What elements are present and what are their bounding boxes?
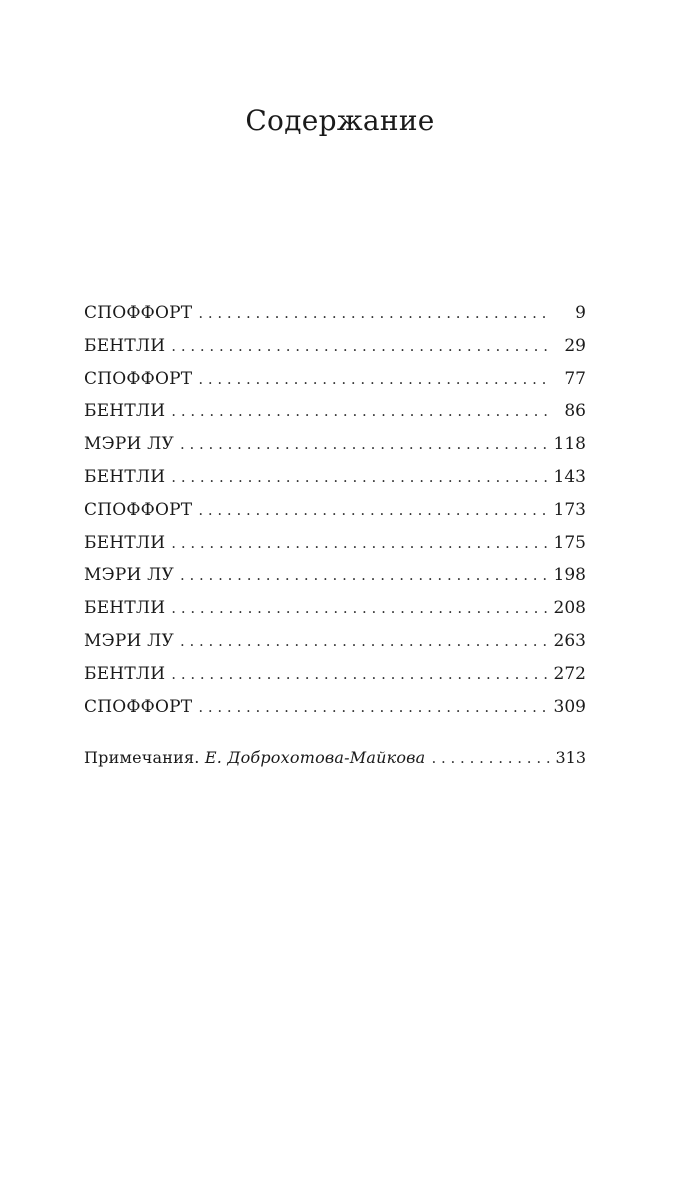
page-title: Содержание — [245, 104, 435, 137]
toc-entry-title: БЕНТЛИ — [84, 401, 166, 422]
toc-entry[interactable] — [84, 297, 586, 330]
toc-entry-page: 198 — [553, 565, 586, 586]
toc-entry-title: МЭРИ ЛУ — [84, 565, 174, 586]
toc-dot-leader — [171, 330, 550, 363]
toc-dot-leader — [171, 592, 550, 625]
toc-entry[interactable] — [84, 428, 586, 461]
toc-entry-page: 9 — [575, 303, 586, 323]
toc-entry[interactable] — [84, 461, 586, 494]
toc-entry[interactable] — [84, 592, 586, 625]
toc-entry[interactable] — [84, 363, 586, 396]
toc-entry-title: СПОФФОРТ — [84, 368, 193, 389]
notes-section — [84, 742, 586, 775]
toc-entry-title: МЭРИ ЛУ — [84, 630, 174, 651]
toc-entry-title: СПОФФОРТ — [84, 499, 193, 520]
toc-entry-notes[interactable] — [84, 742, 586, 775]
toc-entry-page: 309 — [553, 696, 586, 717]
toc-entry-page: 29 — [564, 335, 586, 356]
toc-dot-leader — [180, 559, 550, 592]
toc-dot-leader — [171, 395, 550, 428]
toc-entry-page: 272 — [553, 663, 586, 684]
toc-entry-title: БЕНТЛИ — [84, 663, 166, 684]
toc-entry-page: 86 — [564, 401, 586, 422]
toc-dot-leader — [180, 625, 550, 658]
toc-entry-title: БЕНТЛИ — [84, 335, 166, 356]
toc-dot-leader — [198, 363, 550, 396]
toc-entry-page: 173 — [553, 499, 586, 520]
toc-entry-page: 143 — [553, 466, 586, 487]
toc-entry-title: БЕНТЛИ — [84, 532, 166, 553]
toc-entry[interactable] — [84, 395, 586, 428]
toc-dot-leader — [198, 494, 550, 527]
toc-entry-title: СПОФФОРТ — [84, 696, 193, 717]
toc-dot-leader — [171, 527, 550, 560]
toc-dot-leader — [198, 691, 550, 724]
toc-entry-title: СПОФФОРТ — [84, 303, 193, 323]
toc-entry-title: МЭРИ ЛУ — [84, 434, 174, 455]
notes-label: Примечания. — [84, 748, 200, 767]
toc-entry[interactable] — [84, 625, 586, 658]
table-of-contents — [84, 297, 586, 723]
toc-entry[interactable] — [84, 658, 586, 691]
toc-dot-leader — [198, 297, 550, 330]
notes-author: Е. Доброхотова-Майкова — [204, 748, 426, 767]
notes-page: 313 — [555, 748, 586, 767]
toc-entry[interactable] — [84, 691, 586, 724]
toc-entry-title: БЕНТЛИ — [84, 466, 166, 487]
toc-entry[interactable] — [84, 330, 586, 363]
toc-dot-leader — [171, 658, 550, 691]
toc-entry[interactable] — [84, 494, 586, 527]
toc-entry-page: 208 — [553, 598, 586, 619]
notes-title — [84, 742, 431, 775]
toc-entry-page: 118 — [553, 434, 586, 455]
toc-entry-page: 175 — [553, 532, 586, 553]
toc-entry-page: 77 — [564, 368, 586, 389]
toc-dot-leader — [431, 742, 550, 775]
toc-dot-leader — [180, 428, 550, 461]
toc-entry-title: БЕНТЛИ — [84, 598, 166, 619]
toc-dot-leader — [171, 461, 550, 494]
toc-entry[interactable] — [84, 559, 586, 592]
toc-entry-page: 263 — [553, 630, 586, 651]
toc-entry[interactable] — [84, 527, 586, 560]
